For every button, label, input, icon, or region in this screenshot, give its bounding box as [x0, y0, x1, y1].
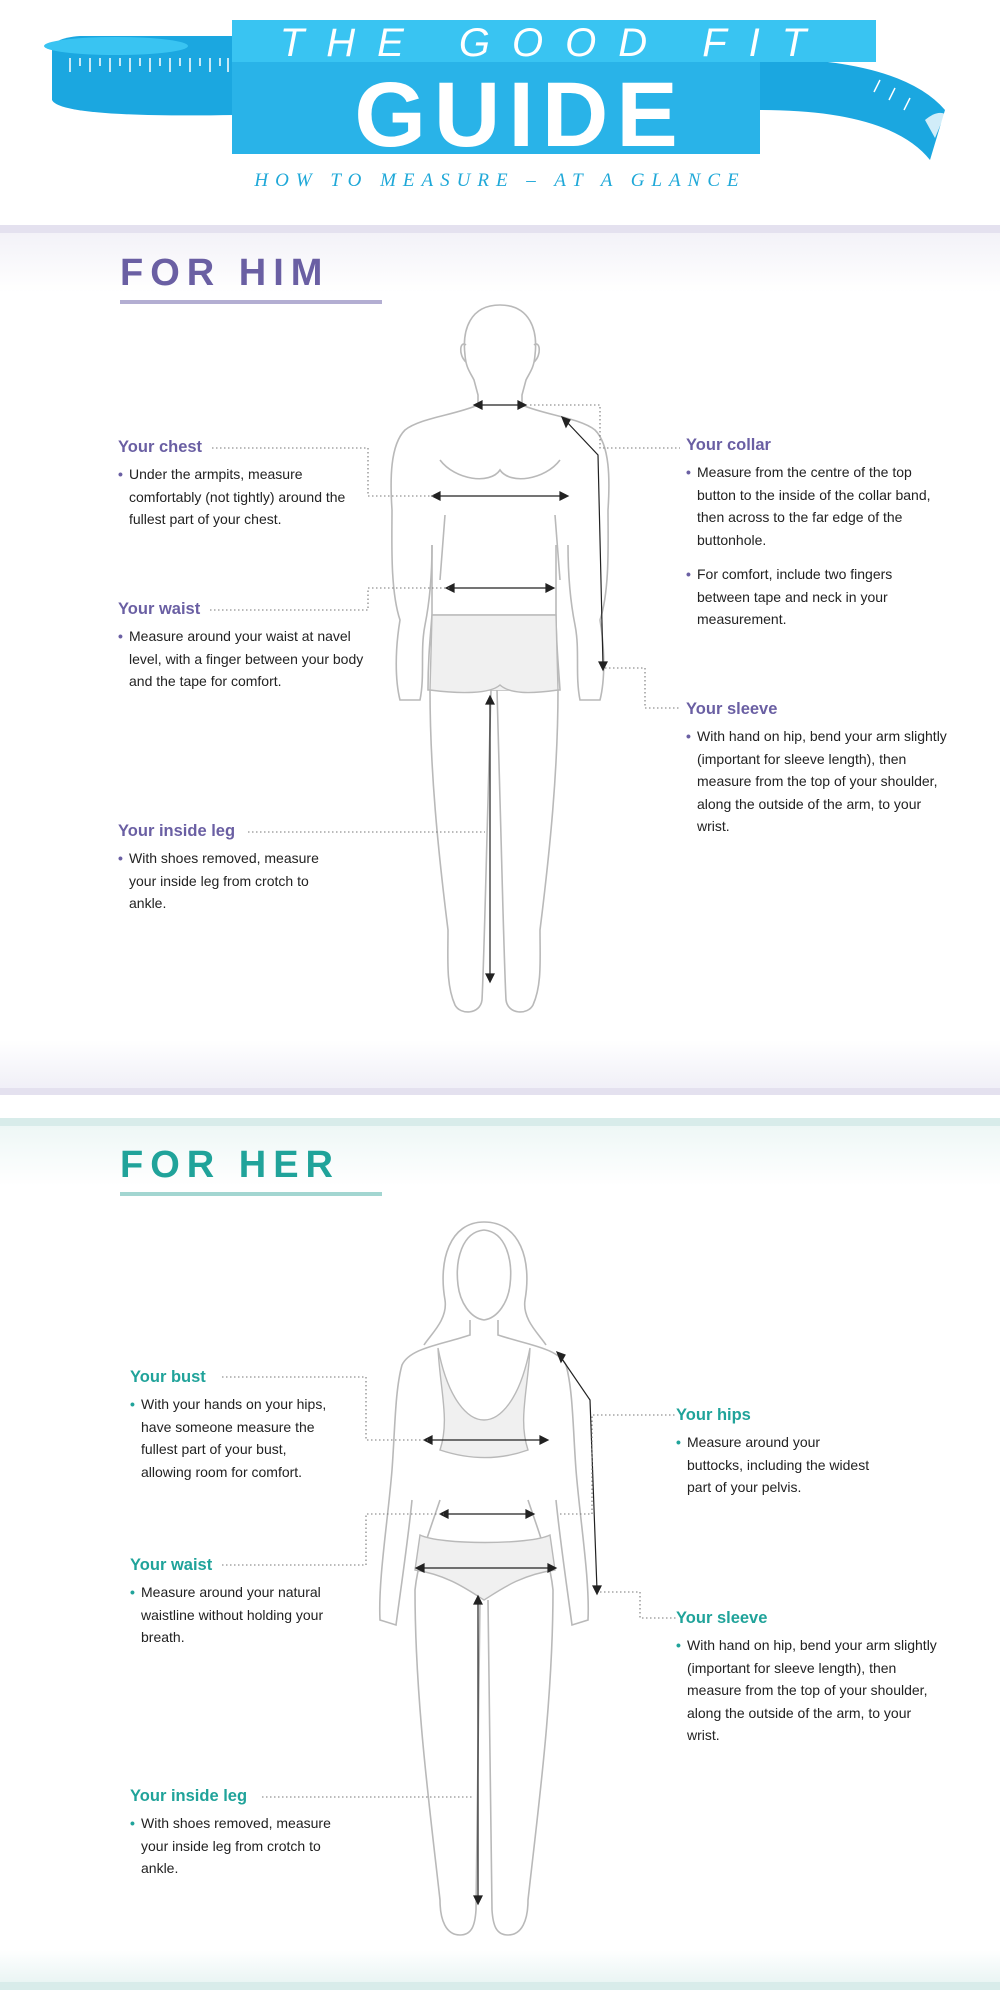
her-bottom-rule [0, 1982, 1000, 1990]
her-waist-bullet: Measure around your natural waistline without holding your breath. [141, 1584, 324, 1645]
bullet-icon: • [130, 1396, 135, 1412]
her-title-underline [120, 1192, 382, 1196]
bullet-icon: • [130, 1815, 135, 1831]
her-sleeve-item [676, 1609, 946, 1759]
her-bottom-fade [0, 1950, 1000, 1982]
him-collar-item [686, 436, 946, 643]
her-sleeve-heading: Your sleeve [676, 1609, 768, 1627]
bullet-icon: • [118, 628, 123, 644]
her-bust-item [130, 1368, 340, 1495]
bullet-icon: • [676, 1434, 681, 1450]
him-inside-leg-item [118, 822, 348, 927]
him-collar-text-2 [686, 563, 946, 631]
him-waist-bullet: Measure around your waist at navel level, with a finger between your body and the tape for comfort. [129, 628, 364, 689]
him-bottom-fade [0, 1040, 1000, 1090]
title-top: THE GOOD FIT [279, 21, 829, 65]
her-section-title: FOR HER [120, 1144, 340, 1186]
him-inside-leg-text [118, 847, 348, 915]
him-chest-bullet: Under the armpits, measure comfortably (not tightly) around the fullest part of your chest. [129, 466, 346, 527]
male-shorts-outline [430, 615, 558, 693]
bullet-icon: • [686, 728, 691, 744]
him-collar-heading: Your collar [686, 436, 771, 454]
him-chest-item [118, 438, 378, 543]
him-waist-text [118, 625, 368, 693]
him-sleeve-item [686, 700, 956, 850]
him-inside-leg-heading: Your inside leg [118, 822, 236, 840]
him-sleeve-text [686, 725, 956, 838]
bullet-icon: • [676, 1637, 681, 1653]
female-top [438, 1348, 530, 1458]
him-section-title: FOR HIM [120, 252, 330, 294]
him-waist-heading: Your waist [118, 600, 201, 618]
him-waist-item [118, 600, 368, 705]
her-hips-item [676, 1406, 876, 1511]
bullet-icon: • [118, 466, 123, 482]
her-waist-item [130, 1556, 330, 1661]
him-chest-text [118, 463, 378, 531]
her-inside-leg-heading: Your inside leg [130, 1787, 248, 1805]
subtitle: HOW TO MEASURE – AT A GLANCE [254, 170, 746, 191]
him-sleeve-bullet: With hand on hip, bend your arm slightly (important for sleeve length), then measure from the top of your shoulder, along the outside of the arm, to your wrist. [697, 728, 947, 834]
her-hips-bullet: Measure around your buttocks, including the widest part of your pelvis. [687, 1434, 870, 1495]
her-inside-leg-text [130, 1812, 360, 1880]
her-bust-heading: Your bust [130, 1368, 206, 1386]
him-collar-bullet-2: For comfort, include two fingers between tape and neck in your measurement. [697, 566, 893, 627]
her-inside-leg-bullet: With shoes removed, measure your inside leg from crotch to ankle. [141, 1815, 331, 1876]
him-bottom-rule [0, 1088, 1000, 1095]
her-bust-text [130, 1393, 340, 1483]
bullet-icon: • [686, 464, 691, 480]
her-waist-text [130, 1581, 330, 1649]
title-main: GUIDE [354, 64, 686, 166]
her-top-rule [0, 1118, 1000, 1126]
him-inside-leg-bullet: With shoes removed, measure your inside leg from crotch to ankle. [129, 850, 319, 911]
him-chest-heading: Your chest [118, 438, 203, 456]
header-banner [0, 0, 1000, 230]
her-sleeve-bullet: With hand on hip, bend your arm slightly (important for sleeve length), then measure from the top of your shoulder, along the outside of the arm, to your wrist. [687, 1637, 937, 1743]
her-hips-text [676, 1431, 876, 1499]
her-inside-leg-item [130, 1787, 360, 1892]
him-sleeve-heading: Your sleeve [686, 700, 778, 718]
him-collar-bullet-1: Measure from the centre of the top button to the inside of the collar band, then across to the far edge of the buttonhole. [697, 464, 931, 548]
her-bust-bullet: With your hands on your hips, have someone measure the fullest part of your bust, allowing room for comfort. [141, 1396, 327, 1480]
him-collar-text-1 [686, 461, 946, 551]
bullet-icon: • [118, 850, 123, 866]
bullet-icon: • [130, 1584, 135, 1600]
her-waist-heading: Your waist [130, 1556, 213, 1574]
bullet-icon: • [686, 566, 691, 582]
her-sleeve-text [676, 1634, 946, 1747]
him-top-rule [0, 225, 1000, 233]
her-hips-heading: Your hips [676, 1406, 751, 1424]
